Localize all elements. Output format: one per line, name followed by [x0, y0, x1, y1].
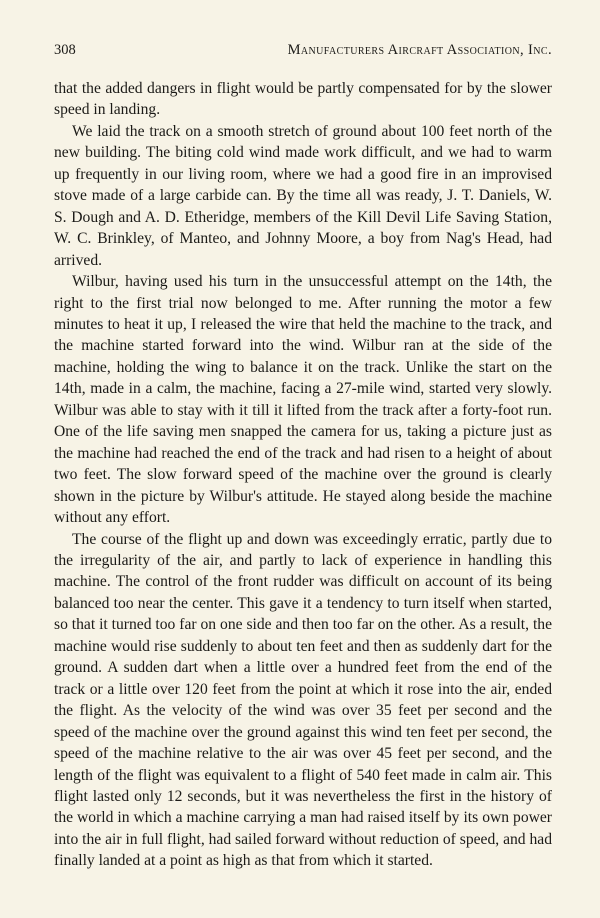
- paragraph-track-setup: We laid the track on a smooth stretch of ground about 100 feet north of the new building. The biting cold wind made work difficult, and we had to warm up frequently in our living room, where we had a good fire in an improvised stove made of a large carbide can. By the time all was ready, J. T. Daniels, W. S. Dough and A. D. Etheridge, members of the Kill Devil Life Saving Station, W. C. Brinkley, of Manteo, and Johnny Moore, a boy from Nag's Head, had arrived.: [54, 122, 552, 269]
- paragraph-continuation: that the added dangers in flight would be partly compensated for by the slower speed in landing.: [54, 80, 552, 119]
- paragraph-flight-course: The course of the flight up and down was exceedingly erratic, partly due to the irregularity of the air, and partly to lack of experience in handling this machine. The control of the front rudder was difficult on account of its being balanced too near the center. This gave it a tendency to turn itself when started, so that it turned too far on one side and then too far on the other. As a result, the machine would rise suddenly to about ten feet and then as suddenly dart for the ground. A sudden dart when a little over a hundred feet from the end of the track or a little over 120 feet from the point at which it rose into the air, ended the flight. As the velocity of the wind was over 35 feet per second and the speed of the machine over the ground against this wind ten feet per second, the speed of the machine relative to the air was over 45 feet per second, and the length of the flight was equivalent to a flight of 540 feet made in calm air. This flight lasted only 12 seconds, but it was nevertheless the first in the history of the world in which a machine carrying a man had raised itself by its own power into the air in full flight, had sailed forward without reduction of speed, and had finally landed at a point as high as that from which it started.: [54, 530, 553, 870]
- paragraph-first-trial: Wilbur, having used his turn in the unsuccessful attempt on the 14th, the right to the first trial now belonged to me. After running the motor a few minutes to heat it up, I released the wire that held the machine to the track, and the machine started forward into the wind. Wilbur ran at the side of the machine, holding the wing to balance it on the track. Unlike the start on the 14th, made in a calm, the machine, facing a 27-mile wind, started very slowly. Wilbur was able to stay with it till it lifted from the track after a forty-foot run. One of the life saving men snapped the camera for us, taking a picture just as the machine had reached the end of the track and had risen to a height of about two feet. The slow forward speed of the machine over the ground is clearly shown in the picture by Wilbur's attitude. He stayed along beside the machine without any effort.: [54, 273, 552, 527]
- page-header: [54, 40, 552, 60]
- running-head: Manufacturers Aircraft Association, Inc.: [287, 42, 552, 58]
- page-number: 308: [54, 42, 76, 58]
- body-text: [54, 78, 552, 872]
